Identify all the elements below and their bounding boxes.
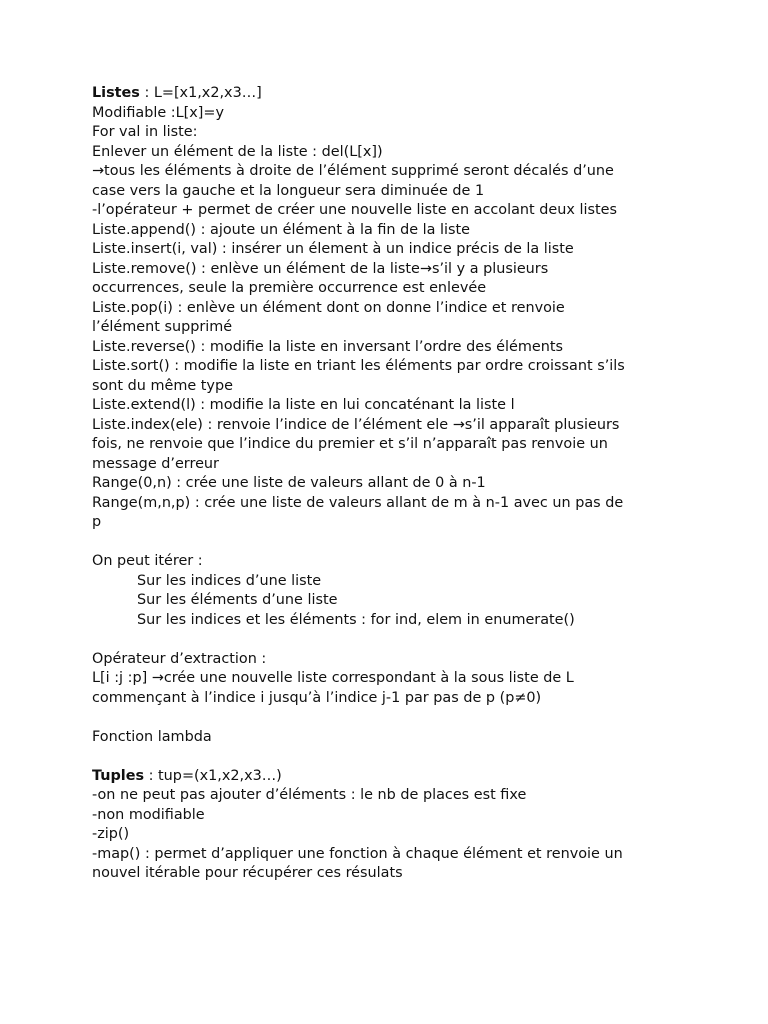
tuples-heading: Tuples [92, 767, 145, 784]
blank-line [92, 708, 672, 728]
extraction-title: Opérateur d’extraction : [92, 650, 267, 667]
listes-line: Liste.insert(i, val) : insérer un élement à un indice précis de la liste [92, 241, 574, 257]
iterer-intro: On peut itérer : [92, 553, 203, 569]
listes-line: Liste.sort() : modifie la liste en triant les éléments par ordre croissant s’ils [92, 358, 625, 374]
listes-line: Range(m,n,p) : crée une liste de valeurs allant de m à n-1 avec un pas de [92, 494, 624, 511]
extraction-line: L[i :j :p] →crée une nouvelle liste correspondant à la sous liste de L [92, 670, 574, 686]
listes-line: l’élément supprimé [92, 319, 233, 335]
tuples-heading-line [92, 767, 672, 787]
iterer-item: Sur les éléments d’une liste [137, 592, 338, 608]
listes-heading: Listes [92, 85, 140, 101]
listes-heading-line [92, 84, 672, 104]
listes-line: Enlever un élément de la liste : del(L[x]) [92, 143, 383, 160]
listes-line: Liste.append() : ajoute un élément à la fin de la liste [92, 221, 471, 238]
listes-line: -l’opérateur + permet de créer une nouvelle liste en accolant deux listes [92, 202, 617, 218]
listes-line: Liste.index(ele) : renvoie l’indice de l’élément ele →s’il apparaît plusieurs [92, 416, 620, 433]
listes-line: For val in liste: [92, 124, 198, 140]
lambda-line: Fonction lambda [92, 728, 212, 745]
tuples-definition: : tup=(x1,x2,x3…) [144, 767, 282, 784]
listes-line: occurrences, seule la première occurrence est enlevée [92, 280, 487, 296]
document-page [92, 84, 672, 884]
listes-line: Liste.reverse() : modifie la liste en inversant l’ordre des éléments [92, 338, 564, 355]
tuples-line: -zip() [92, 826, 130, 842]
listes-line: p [92, 514, 102, 530]
listes-line: Liste.remove() : enlève un élément de la liste→s’il y a plusieurs [92, 260, 549, 277]
listes-line: sont du même type [92, 377, 233, 394]
extraction-line: commençant à l’indice i jusqu’à l’indice j-1 par pas de p (p≠0) [92, 689, 542, 706]
listes-line: Liste.extend(l) : modifie la liste en lui concaténant la liste l [92, 397, 515, 413]
tuples-line: -on ne peut pas ajouter d’éléments : le nb de places est fixe [92, 787, 527, 803]
listes-line: message d’erreur [92, 455, 219, 472]
iterer-item: Sur les indices et les éléments : for ind, elem in enumerate() [137, 611, 575, 628]
listes-definition: : L=[x1,x2,x3…] [139, 85, 262, 101]
listes-line: case vers la gauche et la longueur sera diminuée de 1 [92, 182, 485, 199]
listes-line: Range(0,n) : crée une liste de valeurs allant de 0 à n-1 [92, 475, 486, 491]
blank-line [92, 533, 672, 553]
listes-line: →tous les éléments à droite de l’élément supprimé seront décalés d’une [92, 163, 614, 179]
tuples-line: nouvel itérable pour récupérer ces résulats [92, 865, 403, 881]
iterer-item: Sur les indices d’une liste [137, 572, 322, 589]
listes-line: fois, ne renvoie que l’indice du premier et s’il n’apparaît pas renvoie un [92, 436, 608, 452]
blank-line [92, 630, 672, 650]
tuples-line: -map() : permet d’appliquer une fonction à chaque élément et renvoie un [92, 845, 623, 862]
tuples-line: -non modifiable [92, 806, 205, 823]
listes-line: Modifiable :L[x]=y [92, 104, 224, 121]
listes-line: Liste.pop(i) : enlève un élément dont on donne l’indice et renvoie [92, 299, 565, 316]
blank-line [92, 747, 672, 767]
